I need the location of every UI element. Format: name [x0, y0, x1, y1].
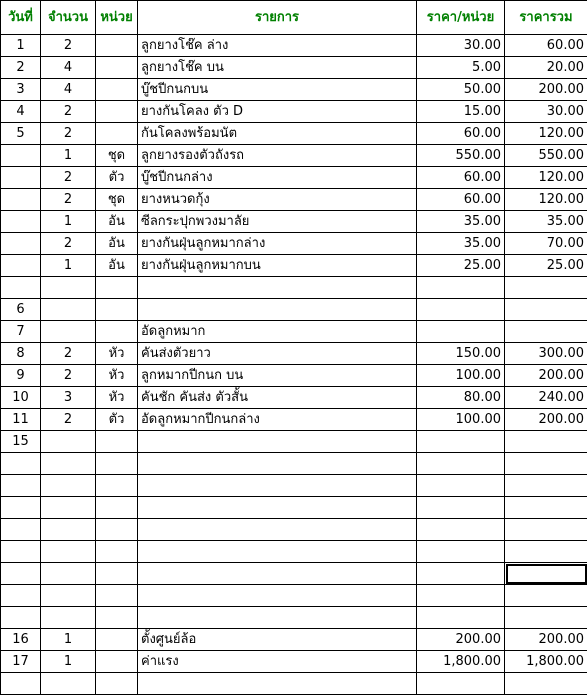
cell-unit[interactable]: [96, 277, 138, 299]
table-row: [1, 101, 587, 123]
table-row: [1, 563, 587, 585]
cell-day[interactable]: [1, 541, 41, 563]
table-row: [1, 57, 587, 79]
table-row: [1, 629, 587, 651]
cell-total[interactable]: 20.00: [505, 57, 587, 79]
cell-item[interactable]: [138, 277, 417, 299]
cell-item[interactable]: ลูกหมากปีกนก บน: [138, 365, 417, 387]
cell-day[interactable]: 3: [1, 79, 41, 101]
table-row: [1, 607, 587, 629]
cell-item[interactable]: ลูกยางโช๊ค บน: [138, 57, 417, 79]
cell-total[interactable]: [505, 585, 587, 607]
cell-unit[interactable]: หัว: [96, 343, 138, 365]
cell-total[interactable]: 30.00: [505, 101, 587, 123]
cell-day[interactable]: [1, 519, 41, 541]
table-row: [1, 673, 587, 695]
cell-item[interactable]: [138, 475, 417, 497]
header-day[interactable]: วันที่: [1, 1, 41, 35]
cell-day[interactable]: 17: [1, 651, 41, 673]
cell-qty[interactable]: [41, 321, 96, 343]
table-row: [1, 79, 587, 101]
header-row: [1, 1, 587, 35]
cell-total[interactable]: 200.00: [505, 629, 587, 651]
cell-unit[interactable]: [96, 563, 138, 585]
cell-price[interactable]: [417, 299, 505, 321]
cell-total[interactable]: [505, 607, 587, 629]
cell-item[interactable]: บู๊ชปีกนกล่าง: [138, 167, 417, 189]
cell-price[interactable]: [417, 277, 505, 299]
cell-item[interactable]: [138, 585, 417, 607]
cell-unit[interactable]: ตัว: [96, 167, 138, 189]
cell-unit[interactable]: [96, 673, 138, 695]
cell-day[interactable]: [1, 585, 41, 607]
table-row: [1, 123, 587, 145]
cell-day[interactable]: 15: [1, 431, 41, 453]
table-row: [1, 299, 587, 321]
table-row: [1, 343, 587, 365]
cell-item[interactable]: ยางหนวดกุ้ง: [138, 189, 417, 211]
cell-qty[interactable]: 2: [41, 35, 96, 57]
cell-price[interactable]: 550.00: [417, 145, 505, 167]
cell-qty[interactable]: 1: [41, 211, 96, 233]
cell-price[interactable]: [417, 321, 505, 343]
cell-total[interactable]: 240.00: [505, 387, 587, 409]
cell-item[interactable]: [138, 453, 417, 475]
cell-unit[interactable]: [96, 629, 138, 651]
cell-day[interactable]: [1, 145, 41, 167]
cell-total[interactable]: 60.00: [505, 35, 587, 57]
cell-qty[interactable]: 1: [41, 629, 96, 651]
cell-item[interactable]: ยางกันฝุ่นลูกหมากบน: [138, 255, 417, 277]
cell-price[interactable]: 60.00: [417, 123, 505, 145]
cell-total[interactable]: 550.00: [505, 145, 587, 167]
table-row: [1, 211, 587, 233]
cell-unit[interactable]: [96, 541, 138, 563]
cell-total[interactable]: 35.00: [505, 211, 587, 233]
cell-day[interactable]: [1, 255, 41, 277]
cell-total[interactable]: 25.00: [505, 255, 587, 277]
cell-day[interactable]: 16: [1, 629, 41, 651]
cell-day[interactable]: [1, 189, 41, 211]
cell-day[interactable]: 2: [1, 57, 41, 79]
cell-qty[interactable]: 2: [41, 189, 96, 211]
table-row: [1, 431, 587, 453]
cell-item[interactable]: ยางกันฝุ่นลูกหมากล่าง: [138, 233, 417, 255]
cell-day[interactable]: 4: [1, 101, 41, 123]
cell-item[interactable]: [138, 673, 417, 695]
cell-qty[interactable]: 2: [41, 167, 96, 189]
cell-price[interactable]: 100.00: [417, 365, 505, 387]
cell-item[interactable]: บู๊ชปีกนกบน: [138, 79, 417, 101]
cell-total[interactable]: [505, 277, 587, 299]
cell-price[interactable]: [417, 541, 505, 563]
cell-unit[interactable]: หัว: [96, 387, 138, 409]
cell-unit[interactable]: [96, 453, 138, 475]
cell-item[interactable]: [138, 607, 417, 629]
cell-total[interactable]: 70.00: [505, 233, 587, 255]
cell-qty[interactable]: [41, 277, 96, 299]
cell-qty[interactable]: 4: [41, 57, 96, 79]
cell-day[interactable]: [1, 563, 41, 585]
cell-total[interactable]: [505, 541, 587, 563]
cell-day[interactable]: 5: [1, 123, 41, 145]
cell-qty[interactable]: [41, 497, 96, 519]
table-row: [1, 475, 587, 497]
table-row: [1, 453, 587, 475]
cell-total[interactable]: 120.00: [505, 189, 587, 211]
cell-total[interactable]: [505, 475, 587, 497]
active-cell[interactable]: [505, 563, 587, 585]
cell-day[interactable]: [1, 497, 41, 519]
cell-price[interactable]: [417, 453, 505, 475]
header-qty[interactable]: จำนวน: [41, 1, 96, 35]
cell-item[interactable]: [138, 563, 417, 585]
cell-price[interactable]: [417, 497, 505, 519]
cell-price[interactable]: [417, 585, 505, 607]
cell-item[interactable]: ลูกยางโช๊ค ล่าง: [138, 35, 417, 57]
cell-unit[interactable]: อัน: [96, 233, 138, 255]
cell-price[interactable]: 35.00: [417, 211, 505, 233]
cell-item[interactable]: ลูกยางรองตัวถังรถ: [138, 145, 417, 167]
cell-unit[interactable]: [96, 519, 138, 541]
cell-qty[interactable]: 2: [41, 343, 96, 365]
cell-day[interactable]: 1: [1, 35, 41, 57]
cell-unit[interactable]: ตัว: [96, 409, 138, 431]
cell-unit[interactable]: [96, 431, 138, 453]
cell-qty[interactable]: 4: [41, 79, 96, 101]
table-row: [1, 409, 587, 431]
cell-qty[interactable]: 3: [41, 387, 96, 409]
cell-unit[interactable]: อัน: [96, 255, 138, 277]
cell-total[interactable]: 120.00: [505, 167, 587, 189]
table-row: [1, 255, 587, 277]
cell-item[interactable]: อัดลูกหมาก: [138, 321, 417, 343]
table-row: [1, 145, 587, 167]
cell-day[interactable]: 6: [1, 299, 41, 321]
cell-price[interactable]: 1,800.00: [417, 651, 505, 673]
cell-unit[interactable]: [96, 651, 138, 673]
cell-item[interactable]: อัดลูกหมากปีกนกล่าง: [138, 409, 417, 431]
cell-unit[interactable]: [96, 35, 138, 57]
cell-day[interactable]: 10: [1, 387, 41, 409]
cell-price[interactable]: 200.00: [417, 629, 505, 651]
cell-price[interactable]: [417, 475, 505, 497]
cell-day[interactable]: [1, 475, 41, 497]
cell-price[interactable]: 60.00: [417, 167, 505, 189]
cell-total[interactable]: 200.00: [505, 79, 587, 101]
table-row: [1, 233, 587, 255]
cell-day[interactable]: 11: [1, 409, 41, 431]
cell-unit[interactable]: [96, 57, 138, 79]
cell-item[interactable]: ยางกันโคลง ตัว D: [138, 101, 417, 123]
cell-total[interactable]: [505, 453, 587, 475]
cell-total[interactable]: [505, 299, 587, 321]
cell-day[interactable]: [1, 167, 41, 189]
cell-unit[interactable]: [96, 475, 138, 497]
cell-unit[interactable]: อัน: [96, 211, 138, 233]
header-price[interactable]: ราคา/หน่วย: [417, 1, 505, 35]
cell-item[interactable]: คันส่งตัวยาว: [138, 343, 417, 365]
cell-price[interactable]: 60.00: [417, 189, 505, 211]
cell-item[interactable]: [138, 519, 417, 541]
cell-unit[interactable]: หัว: [96, 365, 138, 387]
cell-unit[interactable]: [96, 607, 138, 629]
cell-total[interactable]: [505, 673, 587, 695]
cell-price[interactable]: [417, 563, 505, 585]
cell-item[interactable]: คันชัก คันส่ง ตัวสั้น: [138, 387, 417, 409]
cell-item[interactable]: ซีลกระปุกพวงมาลัย: [138, 211, 417, 233]
cell-qty[interactable]: [41, 563, 96, 585]
table-row: [1, 541, 587, 563]
cell-unit[interactable]: [96, 79, 138, 101]
cell-day[interactable]: [1, 607, 41, 629]
cell-qty[interactable]: [41, 431, 96, 453]
header-unit[interactable]: หน่วย: [96, 1, 138, 35]
table-row: [1, 277, 587, 299]
cell-price[interactable]: 100.00: [417, 409, 505, 431]
cell-total[interactable]: 1,800.00: [505, 651, 587, 673]
cell-total[interactable]: 120.00: [505, 123, 587, 145]
cell-total[interactable]: 200.00: [505, 365, 587, 387]
header-total[interactable]: ราคารวม: [505, 1, 587, 35]
cell-total[interactable]: [505, 431, 587, 453]
cell-day[interactable]: [1, 673, 41, 695]
cell-item[interactable]: [138, 431, 417, 453]
table-row: [1, 387, 587, 409]
cell-qty[interactable]: [41, 519, 96, 541]
cell-unit[interactable]: [96, 123, 138, 145]
cell-price[interactable]: 80.00: [417, 387, 505, 409]
cell-unit[interactable]: [96, 321, 138, 343]
cell-qty[interactable]: 2: [41, 233, 96, 255]
cell-qty[interactable]: 2: [41, 101, 96, 123]
cell-item[interactable]: [138, 541, 417, 563]
cell-total[interactable]: [505, 519, 587, 541]
table-row: [1, 497, 587, 519]
cell-item[interactable]: [138, 299, 417, 321]
cell-qty[interactable]: 1: [41, 651, 96, 673]
cell-price[interactable]: 35.00: [417, 233, 505, 255]
table-row: [1, 321, 587, 343]
cell-day[interactable]: [1, 277, 41, 299]
cell-qty[interactable]: 2: [41, 123, 96, 145]
cell-price[interactable]: [417, 519, 505, 541]
table-row: [1, 189, 587, 211]
cell-qty[interactable]: 1: [41, 145, 96, 167]
cell-unit[interactable]: [96, 299, 138, 321]
table-row: [1, 519, 587, 541]
cell-unit[interactable]: [96, 497, 138, 519]
cell-price[interactable]: 50.00: [417, 79, 505, 101]
cell-price[interactable]: 30.00: [417, 35, 505, 57]
cell-total[interactable]: 300.00: [505, 343, 587, 365]
header-item[interactable]: รายการ: [138, 1, 417, 35]
cell-item[interactable]: [138, 497, 417, 519]
cell-day[interactable]: [1, 211, 41, 233]
cell-day[interactable]: [1, 233, 41, 255]
table-row: [1, 35, 587, 57]
cell-qty[interactable]: 2: [41, 365, 96, 387]
cell-item[interactable]: ค่าแรง: [138, 651, 417, 673]
table-row: [1, 167, 587, 189]
cell-unit[interactable]: ชุด: [96, 145, 138, 167]
cell-price[interactable]: [417, 607, 505, 629]
cell-unit[interactable]: [96, 585, 138, 607]
cell-unit[interactable]: [96, 101, 138, 123]
cell-day[interactable]: [1, 453, 41, 475]
table-body: [1, 35, 587, 695]
cell-price[interactable]: [417, 673, 505, 695]
cell-total[interactable]: 200.00: [505, 409, 587, 431]
cell-qty[interactable]: [41, 673, 96, 695]
cell-unit[interactable]: ชุด: [96, 189, 138, 211]
cell-price[interactable]: 25.00: [417, 255, 505, 277]
cell-day[interactable]: 8: [1, 343, 41, 365]
cell-day[interactable]: 9: [1, 365, 41, 387]
cell-item[interactable]: ตั้งศูนย์ล้อ: [138, 629, 417, 651]
table-row: [1, 365, 587, 387]
cell-day[interactable]: 7: [1, 321, 41, 343]
cell-total[interactable]: [505, 321, 587, 343]
cell-qty[interactable]: 2: [41, 409, 96, 431]
cell-qty[interactable]: [41, 299, 96, 321]
cell-qty[interactable]: [41, 541, 96, 563]
cell-qty[interactable]: [41, 453, 96, 475]
cell-qty[interactable]: [41, 607, 96, 629]
cell-price[interactable]: 15.00: [417, 101, 505, 123]
cell-price[interactable]: 150.00: [417, 343, 505, 365]
cell-qty[interactable]: [41, 585, 96, 607]
cell-qty[interactable]: 1: [41, 255, 96, 277]
table-row: [1, 585, 587, 607]
cell-price[interactable]: 5.00: [417, 57, 505, 79]
cell-item[interactable]: กันโคลงพร้อมนัต: [138, 123, 417, 145]
cell-total[interactable]: [505, 497, 587, 519]
cell-price[interactable]: [417, 431, 505, 453]
cell-qty[interactable]: [41, 475, 96, 497]
table-row: [1, 651, 587, 673]
